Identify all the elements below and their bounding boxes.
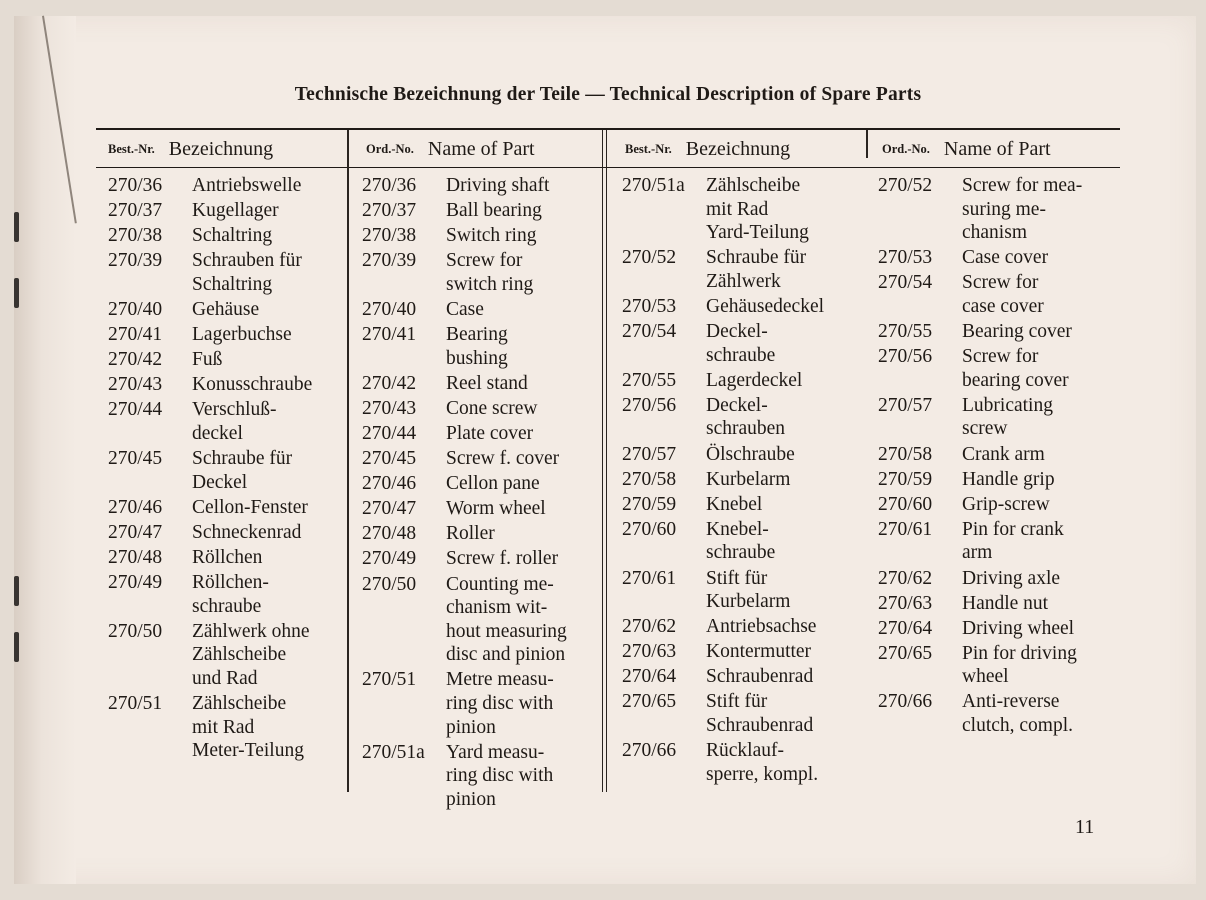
part-name: Schneckenrad [192,521,302,543]
part-number: 270/61 [878,518,933,540]
part-entry [362,397,600,421]
part-name: Plate cover [446,422,534,444]
part-number: 270/42 [362,372,417,394]
part-entry [108,224,344,248]
part-name: Handle grip [962,468,1055,490]
part-number: 270/54 [622,321,677,343]
part-name: Gehäusedeckel [706,295,825,317]
part-number: 270/55 [878,321,933,343]
part-entry [108,398,344,445]
part-entry [108,546,344,570]
part-entry [362,497,600,521]
part-number: 270/44 [362,422,417,444]
part-entry [878,518,1120,565]
part-number: 270/57 [878,394,933,416]
part-number: 270/39 [362,250,417,272]
part-number: 270/60 [622,518,677,540]
part-number: 270/61 [622,567,677,589]
part-entry [878,320,1120,344]
part-name: Zählscheibe mit Rad Yard-Teilung [706,175,809,244]
part-number: 270/49 [108,572,163,593]
part-entry [362,472,600,496]
parts-column [362,174,600,813]
part-entry [362,199,600,223]
staple [14,278,19,308]
part-name: Cellon pane [446,473,540,495]
part-name: Rücklauf- sperre, kompl. [706,740,819,785]
part-entry [108,174,344,198]
code-header: Best.-Nr. [625,141,672,156]
part-number: 270/37 [108,200,163,222]
part-entry [878,617,1120,641]
part-name: Knebel- schraube [706,518,776,564]
part-number: 270/59 [878,468,933,490]
part-number: 270/39 [108,250,163,272]
part-entry [108,571,344,618]
part-number: 270/36 [362,175,417,196]
part-name: Cone screw [446,397,538,419]
staple [14,632,19,662]
part-name: Counting me- chanism wit- hout measuring disc and pinion [446,573,567,666]
part-number: 270/63 [622,641,677,663]
part-entry [878,271,1120,318]
part-name: Zählscheibe mit Rad Meter-Teilung [192,692,304,762]
part-number: 270/44 [108,399,163,421]
part-name: Handle nut [962,592,1049,614]
part-number: 270/63 [878,592,933,614]
part-name: Bearing cover [962,321,1072,343]
part-number: 270/45 [362,448,417,470]
part-name: Ball bearing [446,200,542,222]
part-entry [362,372,600,396]
part-entry [878,642,1120,689]
part-number: 270/65 [878,642,933,664]
part-name: Stift für Schraubenrad [706,691,814,737]
part-number: 270/36 [108,175,163,196]
column-header [366,134,535,164]
part-number: 270/66 [622,740,677,762]
part-entry [622,493,866,517]
part-entry [362,323,600,370]
parts-column [622,174,866,788]
part-name: Screw for bearing cover [962,346,1069,391]
part-number: 270/52 [878,175,933,196]
part-entry [878,592,1120,616]
part-entry [108,323,344,347]
part-name: Schraube für Zählwerk [706,247,807,292]
part-entry [362,224,600,248]
part-entry [362,522,600,546]
name-header: Name of Part [427,137,535,160]
part-number: 270/46 [362,473,417,495]
part-name: Case cover [962,247,1049,269]
part-entry [362,422,600,446]
part-name: Lagerbuchse [192,324,292,346]
part-entry [622,567,866,614]
part-number: 270/54 [878,272,933,294]
part-entry [108,373,344,397]
part-name: Schraube für Deckel [192,448,293,493]
part-number: 270/42 [108,349,163,371]
part-entry [362,741,600,812]
part-name: Screw for switch ring [446,250,534,295]
part-name: Pin for driving wheel [962,642,1077,688]
part-name: Lubricating screw [962,394,1053,440]
parts-column [108,174,344,764]
part-name: Gehäuse [192,298,260,320]
part-entry [622,295,866,319]
part-name: Screw f. cover [446,448,560,470]
part-name: Schrauben für Schaltring [192,250,302,295]
part-entry [622,615,866,639]
part-number: 270/38 [108,225,163,247]
part-name: Cellon-Fenster [192,496,308,518]
staple [14,576,19,606]
part-name: Worm wheel [446,498,546,520]
part-entry [878,345,1120,392]
part-entry [878,174,1120,245]
part-entry [362,249,600,296]
part-name: Crank arm [962,443,1045,465]
column-header [882,134,1051,164]
part-number: 270/58 [878,443,933,465]
part-name: Zählwerk ohne Zählscheibe und Rad [192,620,310,689]
part-entry [108,249,344,296]
part-entry [108,348,344,372]
part-number: 270/62 [878,567,933,589]
part-entry [878,690,1120,737]
part-number: 270/43 [362,397,417,419]
page-title: Technische Bezeichnung der Teile — Technical Description of Spare Parts [294,84,922,105]
part-number: 270/53 [622,295,677,317]
part-entry [108,496,344,520]
part-number: 270/50 [362,573,417,595]
part-entry [622,468,866,492]
part-name: Grip-screw [962,493,1050,515]
part-name: Röllchen [192,546,263,568]
part-entry [108,620,344,691]
header-divider [866,130,868,158]
part-entry [878,493,1120,517]
part-entry [108,521,344,545]
page-number: 11 [1075,816,1095,838]
part-name: Driving shaft [446,175,550,196]
part-number: 270/60 [878,493,933,515]
part-name: Kontermutter [706,641,812,663]
part-entry [362,298,600,322]
part-entry [622,369,866,393]
part-number: 270/56 [622,394,677,416]
part-entry [622,246,866,293]
code-header: Best.-Nr. [108,141,155,156]
part-name: Antriebswelle [192,175,302,196]
staple [14,212,19,242]
part-name: Screw for mea- suring me- chanism [962,175,1083,244]
part-number: 270/55 [622,369,677,391]
part-entry [622,443,866,467]
part-entry [362,447,600,471]
part-number: 270/51a [362,741,425,763]
part-name: Kugellager [192,200,279,222]
part-number: 270/47 [362,498,417,520]
name-header: Bezeichnung [168,137,274,160]
part-entry [622,174,866,245]
part-entry [622,665,866,689]
part-number: 270/41 [362,324,417,346]
part-name: Verschluß- deckel [192,399,277,444]
part-name: Ölschraube [706,443,795,465]
part-name: Knebel [706,493,763,515]
part-entry [878,468,1120,492]
part-number: 270/38 [362,225,417,247]
part-entry [622,690,866,737]
part-number: 270/65 [622,691,677,713]
part-number: 270/56 [878,346,933,368]
name-header: Name of Part [943,137,1051,160]
part-name: Konusschraube [192,374,313,396]
part-number: 270/53 [878,247,933,269]
part-number: 270/37 [362,200,417,222]
part-name: Anti-reverse clutch, compl. [962,691,1074,737]
part-entry [362,547,600,571]
name-header: Bezeichnung [685,137,791,160]
parts-column [878,174,1120,739]
part-entry [108,199,344,223]
part-number: 270/62 [622,616,677,638]
part-entry [622,640,866,664]
part-entry [108,692,344,763]
center-double-divider [602,130,607,792]
column-header [108,134,273,164]
part-name: Antriebsachse [706,616,817,638]
part-entry [362,668,600,739]
part-number: 270/46 [108,496,163,518]
part-number: 270/43 [108,374,163,396]
part-name: Deckel- schraube [706,321,776,366]
column-divider [347,130,349,792]
part-name: Driving axle [962,567,1061,589]
part-name: Kurbelarm [706,468,791,490]
part-name: Stift für Kurbelarm [706,567,791,613]
table-header-rule [96,167,1120,168]
page-binding [14,16,76,884]
part-name: Switch ring [446,225,537,247]
part-name: Case [446,298,484,320]
part-number: 270/52 [622,247,677,269]
part-entry [878,567,1120,591]
part-number: 270/40 [108,298,163,320]
part-number: 270/48 [108,546,163,568]
part-number: 270/45 [108,448,163,470]
part-number: 270/64 [878,617,933,639]
part-name: Yard measu- ring disc with pinion [446,741,554,810]
part-entry [622,394,866,441]
part-name: Fuß [192,349,223,371]
part-entry [622,320,866,367]
part-entry [878,246,1120,270]
part-entry [878,394,1120,441]
part-number: 270/47 [108,521,163,543]
part-number: 270/59 [622,493,677,515]
part-name: Röllchen- schraube [192,572,269,617]
part-name: Schaltring [192,225,273,247]
part-name: Driving wheel [962,617,1075,639]
part-entry [362,573,600,667]
part-name: Screw f. roller [446,548,559,570]
part-entry [878,443,1120,467]
part-number: 270/49 [362,548,417,570]
code-header: Ord.-No. [366,141,414,156]
part-entry [108,298,344,322]
part-number: 270/51 [362,669,417,691]
part-name: Lagerdeckel [706,369,803,391]
part-number: 270/57 [622,443,677,465]
part-number: 270/51a [622,175,685,196]
part-number: 270/58 [622,468,677,490]
part-entry [108,447,344,494]
part-entry [622,518,866,565]
column-header [625,134,790,164]
part-number: 270/41 [108,324,163,346]
part-number: 270/51 [108,692,163,714]
part-name: Roller [446,523,495,545]
part-name: Deckel- schrauben [706,394,786,440]
part-name: Reel stand [446,372,528,394]
part-name: Metre measu- ring disc with pinion [446,669,554,738]
code-header: Ord.-No. [882,141,930,156]
part-name: Screw for case cover [962,272,1044,317]
part-entry [362,174,600,198]
part-number: 270/48 [362,523,417,545]
table-top-rule [96,128,1120,130]
part-number: 270/40 [362,298,417,320]
part-name: Schraubenrad [706,666,814,688]
part-number: 270/64 [622,666,677,688]
part-entry [622,739,866,786]
part-number: 270/66 [878,691,933,713]
part-name: Pin for crank arm [962,518,1064,564]
part-name: Bearing bushing [446,324,508,369]
part-number: 270/50 [108,620,163,642]
